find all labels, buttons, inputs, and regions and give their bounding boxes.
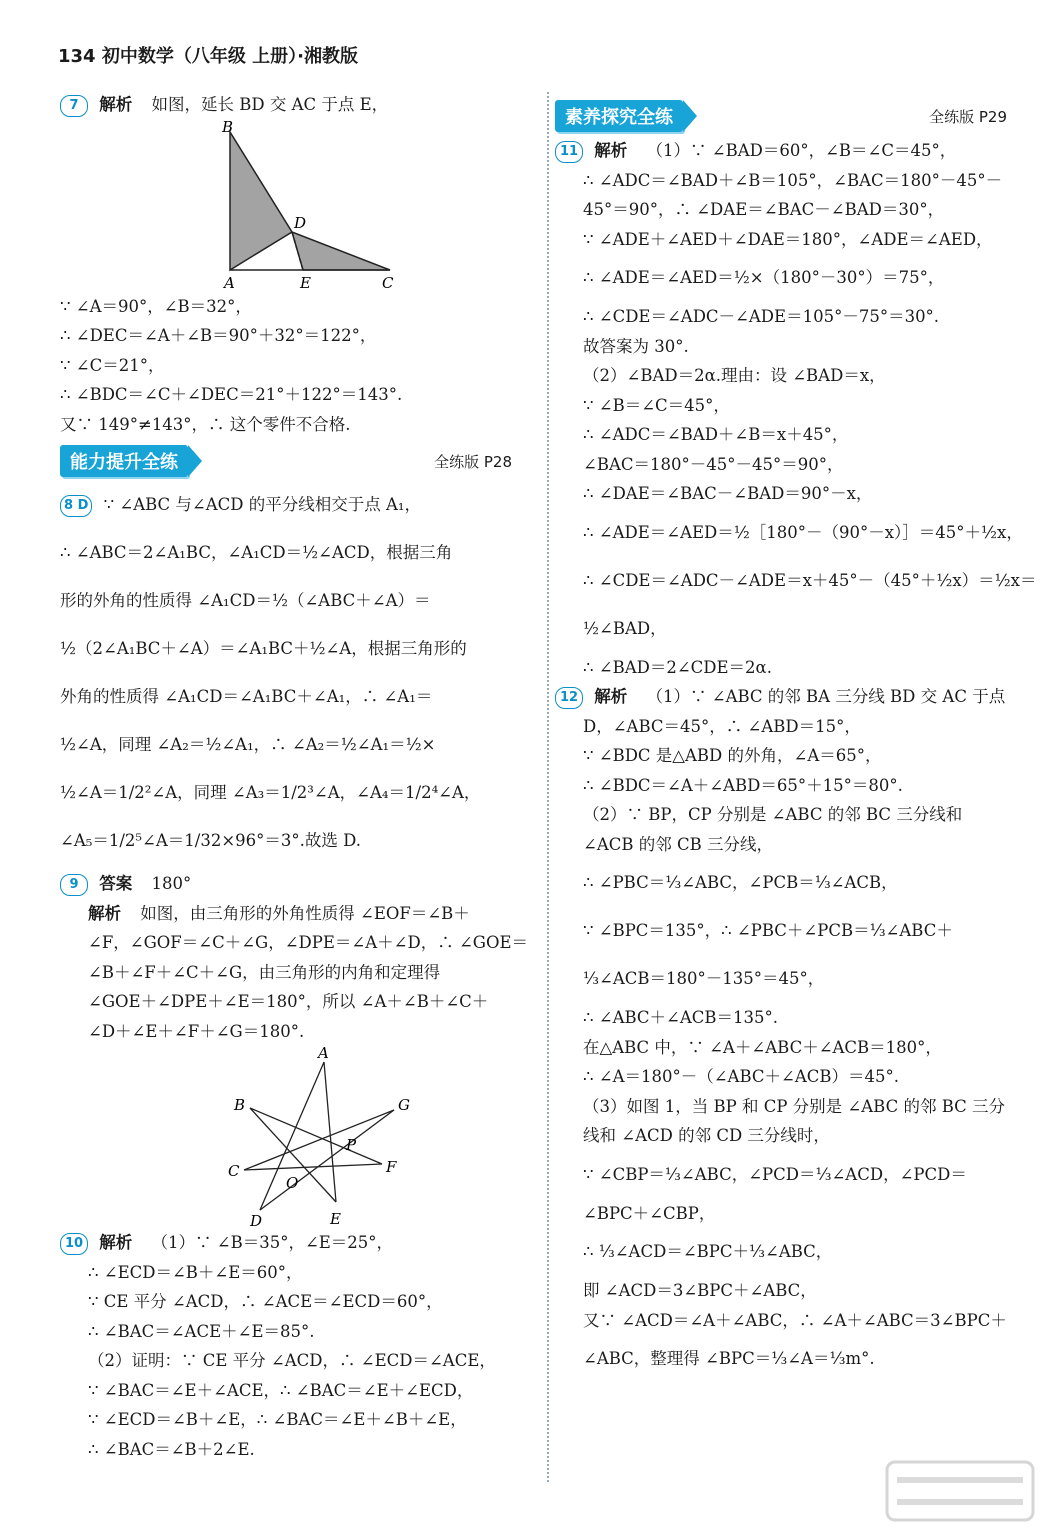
q7-label-e: E <box>300 273 311 292</box>
q9-line: ∠D＋∠E＋∠F＋∠G＝180°. <box>88 1021 305 1041</box>
q7-label-c: C <box>382 273 394 292</box>
q8-line: ∠A₅＝1/2⁵∠A＝1/32×96°＝3°.故选 D. <box>60 831 362 850</box>
q12-number: 12 <box>555 687 583 709</box>
q7-triangle-figure <box>200 120 560 292</box>
q12-line: （2）∵ BP，CP 分别是 ∠ABC 的邻 BC 三分线和 <box>583 805 963 824</box>
q12-line: ∵ ∠BDC 是△ABD 的外角，∠A＝65°， <box>583 746 882 765</box>
q11-line: ∠BAC＝180°－45°－45°＝90°， <box>583 454 844 474</box>
q12-line: ∴ ⅓∠ACD＝∠BPC＋⅓∠ABC， <box>583 1242 833 1261</box>
q11-line: 45°＝90°，∴ ∠DAE＝∠BAC－∠BAD＝30°， <box>583 200 945 219</box>
q11-line: ∴ ∠ADE＝∠AED＝½×（180°－30°）＝75°， <box>583 268 945 287</box>
q11-line: ∵ ∠ADE＋∠AED＋∠DAE＝180°，∠ADE＝∠AED， <box>583 229 993 249</box>
q11-line: ½∠BAD， <box>583 618 667 638</box>
q9-line: ∠B＋∠F＋∠C＋∠G，由三角形的内角和定理得 <box>88 962 441 982</box>
q11-line: ∵ ∠B＝∠C＝45°， <box>583 395 730 415</box>
q9-label-d: D <box>250 1212 263 1228</box>
q9-label-e: E <box>330 1210 341 1228</box>
q12-line: D，∠ABC＝45°，∴ ∠ABD＝15°， <box>583 716 861 736</box>
q12-line: 在△ABC 中，∵ ∠A＋∠ABC＋∠ACB＝180°， <box>583 1037 942 1057</box>
q11-line: ∴ ∠CDE＝∠ADC－∠ADE＝105°－75°＝30°. <box>583 307 940 326</box>
section-reference: 全练版 P28 <box>434 452 512 471</box>
q10-line: （2）证明：∵ CE 平分 ∠ACD，∴ ∠ECD＝∠ACE， <box>88 1351 496 1370</box>
q11-line: （2）∠BAD＝2α.理由：设 ∠BAD＝x， <box>583 366 886 385</box>
q7-line: ∵ ∠C＝21°， <box>60 355 165 375</box>
q7-line: ∴ ∠DEC＝∠A＋∠B＝90°＋32°＝122°， <box>60 326 377 345</box>
q8-line: ½（2∠A₁BC＋∠A）＝∠A₁BC＋½∠A，根据三角形的 <box>60 639 467 658</box>
q10-keyword: 解析 <box>99 1233 133 1252</box>
q7-label-d: D <box>294 213 307 232</box>
q12-line: 即 ∠ACD＝3∠BPC＋∠ABC， <box>583 1281 817 1300</box>
q9-label-f: F <box>386 1158 397 1176</box>
q7-intro <box>60 90 532 120</box>
q12-line: 又∵ ∠ACD＝∠A＋∠ABC，∴ ∠A＋∠ABC＝3∠BPC＋ <box>583 1310 1007 1330</box>
q12-line <box>555 682 1027 712</box>
q9-keyword: 解析 <box>88 903 121 923</box>
q8-text: ∵ ∠ABC 与∠ACD 的平分线相交于点 A₁， <box>103 495 422 514</box>
q9-text: 如图，由三角形的外角性质得 ∠EOF＝∠B＋ <box>140 903 470 923</box>
q12-text: （1）∵ ∠ABC 的邻 BA 三分线 BD 交 AC 于点 <box>646 687 1006 706</box>
q7-intro-text: 如图，延长 BD 交 AC 于点 E， <box>151 95 389 114</box>
q8-line: ½∠A，同理 ∠A₂＝½∠A₁，∴ ∠A₂＝½∠A₁＝½× <box>60 735 436 754</box>
section-reference: 全练版 P29 <box>929 107 1007 126</box>
q11-line: ∴ ∠CDE＝∠ADC－∠ADE＝x＋45°－（45°＋½x）＝½x＝ <box>583 570 1037 590</box>
q9-label-c: C <box>228 1162 240 1180</box>
q10-line: ∴ ∠BAC＝∠ACE＋∠E＝85°. <box>88 1321 315 1341</box>
q9-number: 9 <box>60 874 88 896</box>
q7-number: 7 <box>60 95 88 117</box>
q12-line: ∴ ∠ABC＋∠ACB＝135°. <box>583 1008 779 1027</box>
q11-text: （1）∵ ∠BAD＝60°，∠B＝∠C＝45°， <box>646 141 957 160</box>
q12-line: ⅓∠ACB＝180°－135°＝45°， <box>583 969 825 988</box>
q11-keyword: 解析 <box>594 141 628 160</box>
q9-label-o: O <box>286 1174 299 1192</box>
q9-answer-line <box>60 869 532 899</box>
q12-line: ∴ ∠PBC＝⅓∠ABC，∠PCB＝⅓∠ACB， <box>583 873 898 892</box>
section-banner-literacy <box>555 100 1027 132</box>
q10-text: （1）∵ ∠B＝35°，∠E＝25°， <box>151 1233 394 1252</box>
q10-number: 10 <box>60 1233 88 1255</box>
q12-line: ∵ ∠CBP＝⅓∠ABC，∠PCD＝⅓∠ACD，∠PCD＝ <box>583 1164 967 1184</box>
q10-line: ∵ ∠BAC＝∠E＋∠ACE，∴ ∠BAC＝∠E＋∠ECD， <box>88 1380 474 1400</box>
q9-answer: 180° <box>151 874 192 893</box>
q8-line: 外角的性质得 ∠A₁CD＝∠A₁BC＋∠A₁，∴ ∠A₁＝ <box>60 687 433 706</box>
column-divider <box>547 92 549 1482</box>
right-column <box>555 100 1037 1383</box>
q11-number: 11 <box>555 141 583 163</box>
q9-answer-keyword: 答案 <box>99 874 133 893</box>
q10-line: ∴ ∠BAC＝∠B＋2∠E. <box>88 1439 255 1459</box>
q11-line: ∴ ∠ADC＝∠BAD＋∠B＝x＋45°， <box>583 425 849 444</box>
q7-line: ∵ ∠A＝90°，∠B＝32°， <box>60 296 252 316</box>
q7-label-b: B <box>222 119 234 136</box>
q12-line: ∵ ∠BPC＝135°，∴ ∠PBC＋∠PCB＝⅓∠ABC＋ <box>583 921 953 940</box>
q7-line: ∴ ∠BDC＝∠C＋∠DEC＝21°＋122°＝143°. <box>60 385 403 404</box>
q7-keyword: 解析 <box>99 95 133 114</box>
q8-number: 8 D <box>60 495 92 517</box>
q10-line: ∵ ∠ECD＝∠B＋∠E，∴ ∠BAC＝∠E＋∠B＋∠E， <box>88 1410 467 1429</box>
watermark-logo <box>885 1460 1035 1522</box>
q12-line: 线和 ∠ACD 的邻 CD 三分线时， <box>583 1126 830 1145</box>
q10-line: ∵ CE 平分 ∠ACD，∴ ∠ACE＝∠ECD＝60°， <box>88 1292 443 1311</box>
q12-line: （3）如图 1，当 BP 和 CP 分别是 ∠ABC 的邻 BC 三分 <box>583 1096 1006 1116</box>
q11-line: ∴ ∠BAD＝2∠CDE＝2α. <box>583 657 772 677</box>
q8-line <box>60 481 532 529</box>
q12-line: ∠ACB 的邻 CB 三分线， <box>583 834 773 854</box>
page-header <box>58 42 358 68</box>
q11-line: ∴ ∠ADE＝∠AED＝½［180°－（90°－x）］＝45°＋½x， <box>583 522 1023 542</box>
q9-label-g: G <box>398 1096 410 1114</box>
q12-line: ∠BPC＋∠CBP， <box>583 1203 716 1223</box>
q9-star-figure <box>220 1046 440 1228</box>
q10-line: ∴ ∠ECD＝∠B＋∠E＝60°， <box>88 1262 303 1282</box>
book-title: 初中数学（八年级 上册）·湘教版 <box>101 46 358 67</box>
q11-line <box>555 136 1027 166</box>
q11-line: ∴ ∠DAE＝∠BAC－∠BAD＝90°－x， <box>583 484 873 503</box>
q11-line: 故答案为 30°. <box>583 336 689 356</box>
q12-line: ∠ABC，整理得 ∠BPC＝⅓∠A＝⅓m°. <box>583 1349 875 1368</box>
q9-label-a: A <box>318 1046 329 1062</box>
left-column <box>60 90 532 1464</box>
q12-line: ∴ ∠BDC＝∠A＋∠ABD＝65°＋15°＝80°. <box>583 775 903 795</box>
q7-label-a: A <box>224 273 235 292</box>
section-banner-ability <box>60 445 532 477</box>
q9-label-p: P <box>346 1136 357 1154</box>
section-title: 能力提升全练 <box>60 445 188 477</box>
q12-keyword: 解析 <box>594 687 628 706</box>
q7-line: 又∵ 149°≠143°，∴ 这个零件不合格. <box>60 414 351 434</box>
q9-label-b: B <box>234 1096 246 1114</box>
q8-line: 形的外角的性质得 ∠A₁CD＝½（∠ABC＋∠A）＝ <box>60 591 431 610</box>
q7-shaded-triangle <box>230 132 292 270</box>
section-title: 素养探究全练 <box>555 100 683 132</box>
q7-shaded-small <box>292 232 390 270</box>
page-number: 134 <box>58 46 96 67</box>
q12-line: ∴ ∠A＝180°－（∠ABC＋∠ACB）＝45°. <box>583 1067 900 1086</box>
q11-line: ∴ ∠ADC＝∠BAD＋∠B＝105°，∠BAC＝180°－45°－ <box>583 170 1003 190</box>
q8-line: ½∠A＝1/2²∠A，同理 ∠A₃＝1/2³∠A，∠A₄＝1/2⁴∠A， <box>60 783 481 802</box>
q9-line <box>60 899 532 929</box>
q8-line: ∴ ∠ABC＝2∠A₁BC，∠A₁CD＝½∠ACD，根据三角 <box>60 543 453 562</box>
q9-line: ∠F，∠GOF＝∠C＋∠G，∠DPE＝∠A＋∠D，∴ ∠GOE＝ <box>88 933 529 952</box>
q10-line <box>60 1228 532 1258</box>
q9-line: ∠GOE＋∠DPE＋∠E＝180°，所以 ∠A＋∠B＋∠C＋ <box>88 992 489 1011</box>
